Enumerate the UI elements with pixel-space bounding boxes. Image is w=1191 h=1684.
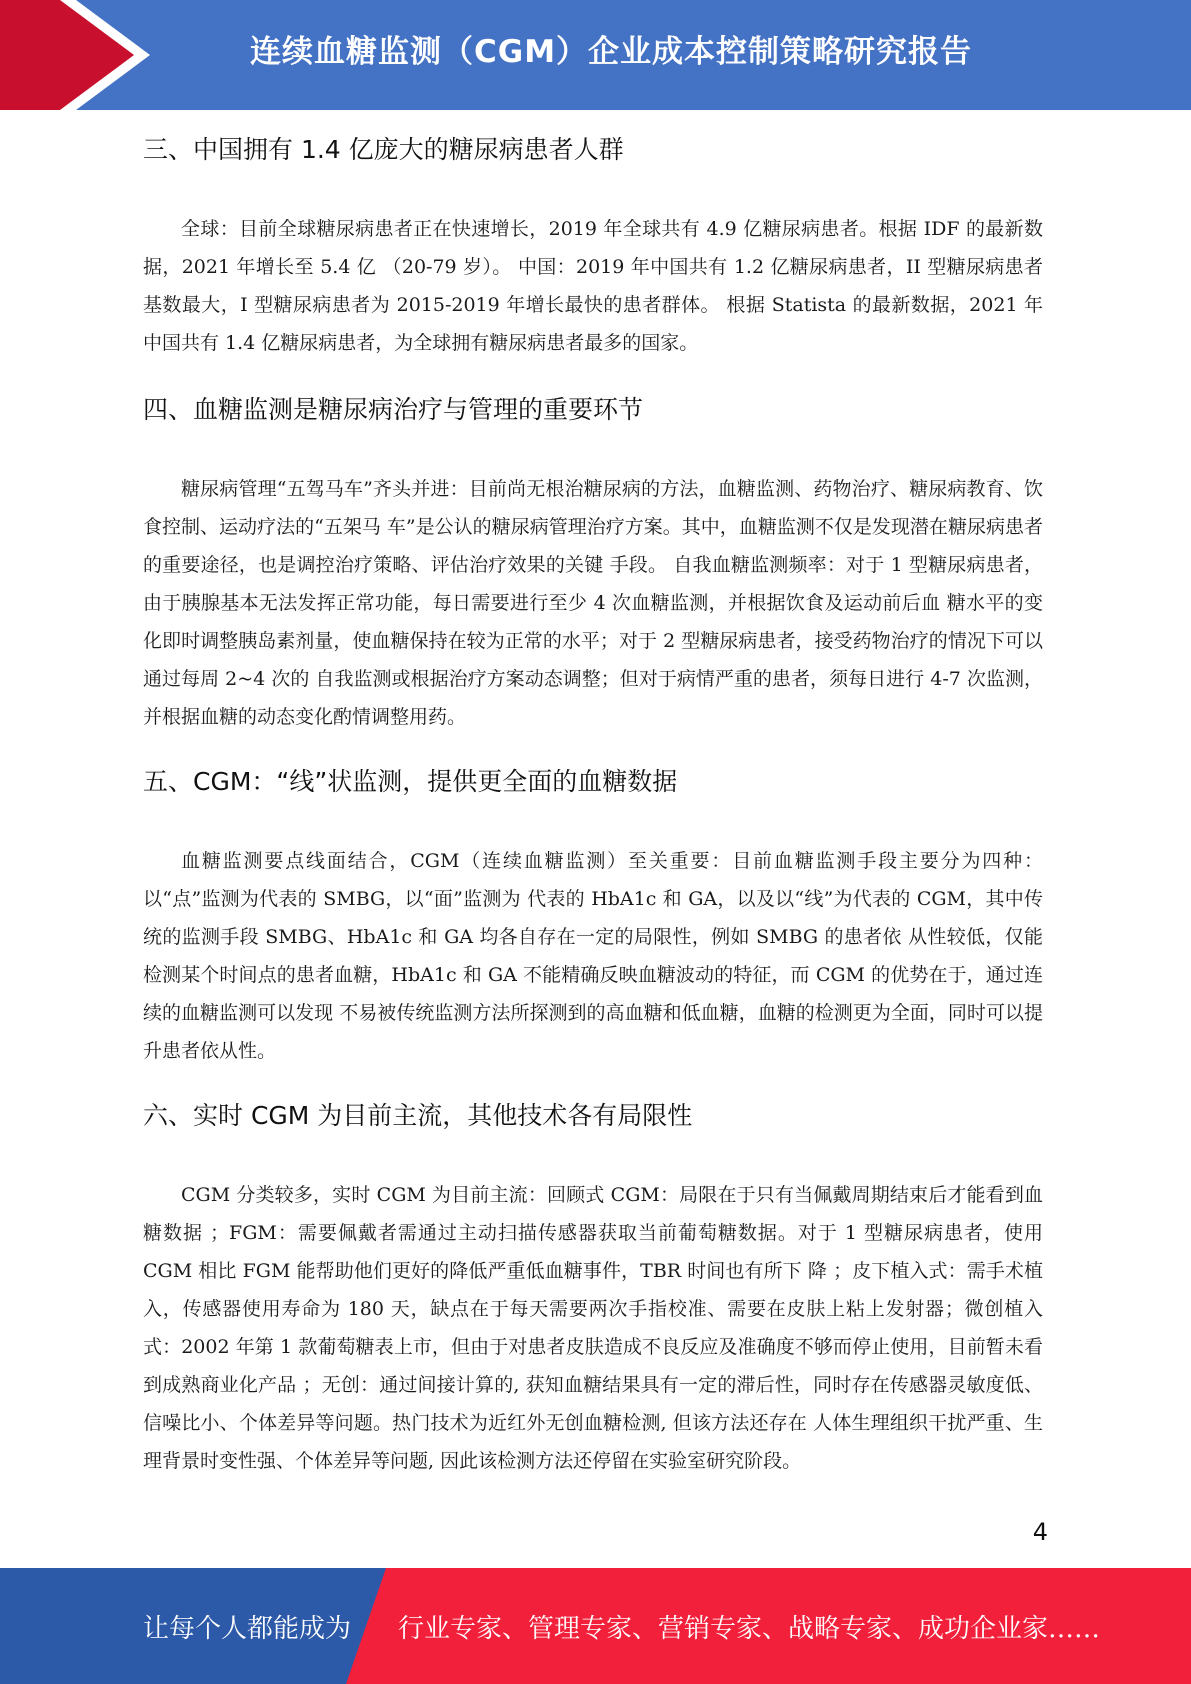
section-heading-3: 三、中国拥有 1.4 亿庞大的糖尿病患者人群 [143,135,624,164]
section-paragraph-5: 血糖监测要点线面结合，CGM（连续血糖监测）至关重要：目前血糖监测手段主要分为四种：以“点”监测为代表的 SMBG，以“面”监测为 代表的 HbA1c 和 GA，以及以“线”为代表的 CGM，其中传统的监测手段 SMBG、HbA1c 和 GA 均各自存在一定的局限性，例如 SMBG 的患者依 从性较低，仅能检测某个时间点的患者血糖，HbA1c 和 GA 不能精确反映血糖波动的特征，而 CGM 的优势在于，通过连续的血糖监测可以发现 不易被传统监测方法所探测到的高血糖和低血糖，血糖的检测更为全面，同时可以提升患者依从性。 [143,850,1043,1062]
section-paragraph-3: 全球：目前全球糖尿病患者正在快速增长，2019 年全球共有 4.9 亿糖尿病患者。根据 IDF 的最新数据，2021 年增长至 5.4 亿 （20-79 岁）。 中国：2019 年中国共有 1.2 亿糖尿病患者，II 型糖尿病患者基数最大，I 型糖尿病患者为 2015-2019 年增长最快的患者群体。 根据 Statista 的最新数据，2021 年中国共有 1.4 亿糖尿病患者，为全球拥有糖尿病患者最多的国家。 [143,218,1043,354]
section-heading-6: 六、实时 CGM 为目前主流，其他技术各有局限性 [143,1101,693,1130]
section-heading-5: 五、CGM：“线”状监测，提供更全面的血糖数据 [143,767,678,796]
footer-slogan-left: 让每个人都能成为 [143,1614,352,1644]
footer-slogan-right: 行业专家、管理专家、营销专家、战略专家、成功企业家…… [398,1614,1101,1644]
report-body [143,130,1043,1480]
section-paragraph-4: 糖尿病管理“五驾马车”齐头并进：目前尚无根治糖尿病的方法，血糖监测、药物治疗、糖尿病教育、饮食控制、运动疗法的“五架马 车”是公认的糖尿病管理治疗方案。其中，血糖监测不仅是发现潜在糖尿病患者的重要途径，也是调控治疗策略、评估治疗效果的关键 手段。 自我血糖监测频率：对于 1 型糖尿病患者，由于胰腺基本无法发挥正常功能，每日需要进行至少 4 次血糖监测，并根据饮食及运动前后血 糖水平的变化即时调整胰岛素剂量，使血糖保持在较为正常的水平；对于 2 型糖尿病患者，接受药物治疗的情况下可以通过每周 2~4 次的 自我监测或根据治疗方案动态调整；但对于病情严重的患者，须每日进行 4-7 次监测，并根据血糖的动态变化酌情调整用药。 [143,478,1043,728]
header-red-chevron-decoration [0,0,150,110]
page-footer-band [0,1568,1191,1684]
page-header-band [0,0,1191,110]
section-paragraph-6: CGM 分类较多，实时 CGM 为目前主流：回顾式 CGM：局限在于只有当佩戴周期结束后才能看到血糖数据 ；FGM：需要佩戴者需通过主动扫描传感器获取当前葡萄糖数据。对于 1 型糖尿病患者，使用 CGM 相比 FGM 能帮助他们更好的降低严重低血糖事件，TBR 时间也有所下 降 ；皮下植入式：需手术植入，传感器使用寿命为 180 天，缺点在于每天需要两次手指校准、需要在皮肤上粘上发射器；微创植入式：2002 年第 1 款葡萄糖表上市，但由于对患者皮肤造成不良反应及准确度不够而停止使用，目前暂未看到成熟商业化产品 ；无创：通过间接计算的, 获知血糖结果具有一定的滞后性，同时存在传感器灵敏度低、信噪比小、个体差异等问题。热门技术为近红外无创血糖检测, 但该方法还存在 人体生理组织干扰严重、生理背景时变性强、个体差异等问题, 因此该检测方法还停留在实验室研究阶段。 [143,1184,1043,1472]
report-title: 连续血糖监测（CGM）企业成本控制策略研究报告 [250,34,973,70]
page-number: 4 [1032,1518,1048,1546]
section-heading-4: 四、血糖监测是糖尿病治疗与管理的重要环节 [143,395,644,424]
